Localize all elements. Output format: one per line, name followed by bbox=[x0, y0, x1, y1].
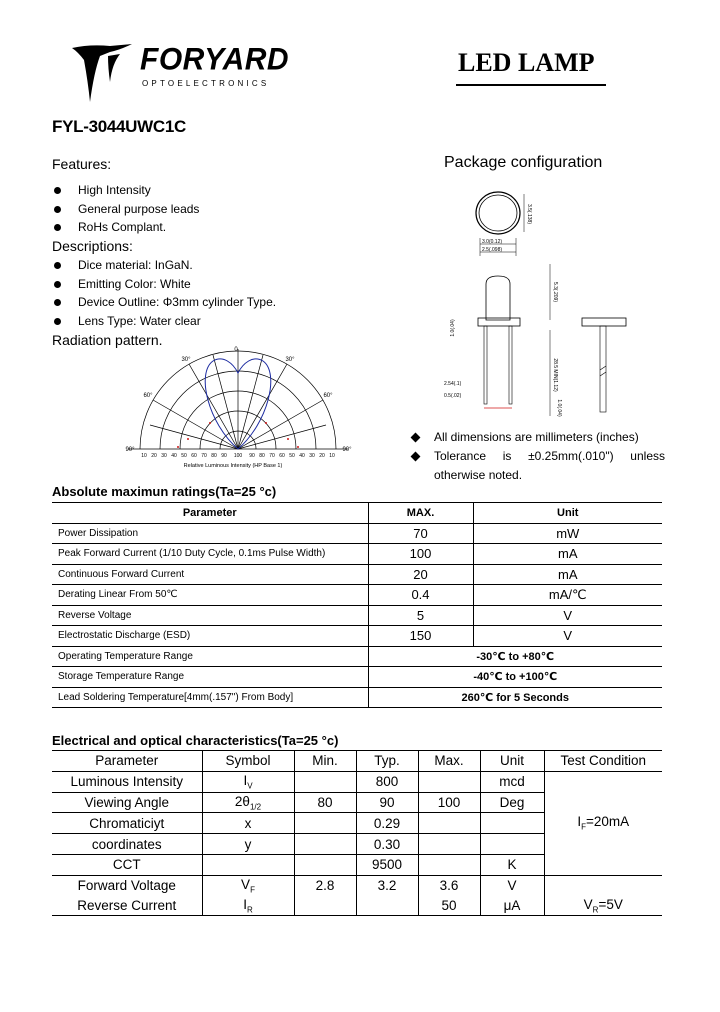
note-item: All dimensions are millimeters (inches) bbox=[410, 428, 665, 447]
note-item: Tolerance is ±0.25mm(.010") unless otherwise noted. bbox=[410, 447, 665, 485]
package-heading: Package configuration bbox=[444, 154, 603, 171]
dim-label: 3.5(.138) bbox=[526, 203, 532, 225]
bullet-icon bbox=[54, 281, 61, 288]
angle-label: 0 bbox=[234, 347, 238, 353]
scale-labels bbox=[141, 453, 335, 459]
angle-label: 30° bbox=[181, 357, 191, 363]
bullet-icon bbox=[54, 206, 61, 213]
descriptions-heading: Descriptions: bbox=[52, 238, 133, 255]
title-underline bbox=[456, 84, 606, 86]
scale-label: 80 bbox=[211, 453, 217, 459]
dim-label: 2.54(.1) bbox=[444, 381, 462, 387]
bullet-icon bbox=[54, 187, 61, 194]
features-heading: Features: bbox=[52, 156, 112, 172]
table-row: Chromaticiyt x 0.29 bbox=[52, 813, 662, 834]
table-row: Reverse Current $I_R$ 50 μA $V_R=5V$ bbox=[52, 896, 662, 916]
diamond-bullet-icon bbox=[411, 433, 421, 443]
electrical-title: Electrical and optical characteristics(Ta=25 °c) bbox=[52, 733, 339, 748]
list-item: High Intensity bbox=[52, 181, 382, 200]
foryard-logo-icon bbox=[70, 42, 136, 104]
table-row: Reverse Voltage 5 V bbox=[52, 605, 662, 626]
angle-label: 60° bbox=[323, 393, 333, 399]
scale-label: 50 bbox=[289, 453, 295, 459]
column-header: Max. bbox=[418, 751, 480, 772]
dim-label: 5.3(.209) bbox=[552, 281, 558, 303]
package-notes bbox=[410, 428, 665, 485]
column-header: MAX. bbox=[368, 503, 473, 524]
scale-label: 40 bbox=[299, 453, 305, 459]
list-item: Device Outline: Φ3mm cylinder Type. bbox=[52, 293, 382, 312]
radiation-pattern-diagram bbox=[118, 343, 358, 473]
dim-label: 3.0(0.12) bbox=[482, 239, 503, 245]
table-row: Forward Voltage $V_F$ 2.8 3.2 3.6 V bbox=[52, 875, 662, 895]
scale-label: 90 bbox=[221, 453, 227, 459]
brand-tagline: OPTOELECTRONICS bbox=[142, 79, 270, 88]
angle-label: 90° bbox=[125, 447, 135, 453]
bullet-icon bbox=[54, 262, 61, 269]
column-header: Min. bbox=[294, 751, 356, 772]
table-row: coordinates y 0.30 bbox=[52, 834, 662, 855]
dim-label: 1.0(.04) bbox=[450, 319, 456, 337]
table-row: Peak Forward Current (1/10 Duty Cycle, 0.1ms Pulse Width) 100 mA bbox=[52, 544, 662, 565]
column-header: Symbol bbox=[202, 751, 294, 772]
scale-label: 50 bbox=[181, 453, 187, 459]
table-row: Power Dissipation 70 mW bbox=[52, 523, 662, 544]
electrical-table bbox=[52, 750, 662, 916]
scale-label: 70 bbox=[269, 453, 275, 459]
angle-label: 90° bbox=[342, 447, 352, 453]
features-list bbox=[52, 181, 382, 237]
column-header: Parameter bbox=[95, 753, 159, 769]
abs-max-table bbox=[52, 502, 662, 708]
scale-label: 20 bbox=[319, 453, 325, 459]
column-header: Test Condition bbox=[544, 751, 662, 772]
package-drawing bbox=[440, 180, 640, 420]
column-header: Parameter bbox=[182, 506, 237, 519]
document-title: LED LAMP bbox=[458, 48, 595, 77]
list-item: Lens Type: Water clear bbox=[52, 312, 382, 331]
column-header: Unit bbox=[473, 503, 662, 524]
dim-label: 1.0(.04) bbox=[556, 399, 562, 417]
table-row: Viewing Angle $2\theta_{1/2}$ 80 90 100 Deg bbox=[52, 792, 662, 813]
scale-label: 60 bbox=[191, 453, 197, 459]
column-header: Typ. bbox=[356, 751, 418, 772]
scale-label: 20 bbox=[151, 453, 157, 459]
table-row: Lead Soldering Temperature[4mm(.157") From Body] 260℃ for 5 Seconds bbox=[52, 687, 662, 708]
table-row: Storage Temperature Range -40℃ to +100℃ bbox=[52, 667, 662, 688]
abs-max-title: Absolute maximun ratings(Ta=25 °c) bbox=[52, 484, 277, 499]
bullet-icon bbox=[54, 224, 61, 231]
table-row: Operating Temperature Range -30℃ to +80℃ bbox=[52, 646, 662, 667]
test-condition-if: $I_F=20mA$ bbox=[577, 814, 630, 833]
descriptions-list bbox=[52, 256, 382, 331]
table-row: Derating Linear From 50℃ 0.4 mA/℃ bbox=[52, 585, 662, 606]
angle-label: 30° bbox=[285, 357, 295, 363]
scale-label: 40 bbox=[171, 453, 177, 459]
scale-label: 70 bbox=[201, 453, 207, 459]
scale-label: 60 bbox=[279, 453, 285, 459]
radiation-heading: Radiation pattern. bbox=[52, 331, 163, 348]
angle-label: 60° bbox=[143, 393, 153, 399]
diamond-bullet-icon bbox=[411, 452, 421, 462]
table-row: CCT 9500 K bbox=[52, 854, 662, 875]
table-row: Electrostatic Discharge (ESD) 150 V bbox=[52, 626, 662, 647]
part-number: FYL-3044UWC1C bbox=[52, 117, 187, 136]
brand-name: FORYARD bbox=[140, 42, 290, 77]
scale-label: 30 bbox=[161, 453, 167, 459]
table-row: Luminous Intensity $I_V$ 800 mcd $I_F=20mA$ bbox=[52, 771, 662, 792]
column-header: Unit bbox=[480, 751, 544, 772]
scale-label: 100 bbox=[233, 453, 243, 459]
scale-label: 80 bbox=[259, 453, 265, 459]
axis-label: Relative Luminous Intensity (HP Base 1) bbox=[183, 463, 283, 469]
list-item: General purpose leads bbox=[52, 200, 382, 219]
scale-label: 10 bbox=[329, 453, 335, 459]
bullet-icon bbox=[54, 318, 61, 325]
list-item: Dice material: InGaN. bbox=[52, 256, 382, 275]
list-item: RoHs Complant. bbox=[52, 218, 382, 237]
table-row: Continuous Forward Current 20 mA bbox=[52, 564, 662, 585]
scale-label: 30 bbox=[309, 453, 315, 459]
dim-label: 28.5 MIN(1.12) bbox=[552, 358, 558, 392]
scale-label: 10 bbox=[141, 453, 147, 459]
dim-label: 0.5(.02) bbox=[444, 393, 462, 399]
scale-label: 90 bbox=[249, 453, 255, 459]
dim-label: 2.5(.098) bbox=[482, 247, 503, 253]
bullet-icon bbox=[54, 299, 61, 306]
test-condition-vr: $V_R=5V$ bbox=[583, 896, 623, 915]
list-item: Emitting Color: White bbox=[52, 275, 382, 294]
